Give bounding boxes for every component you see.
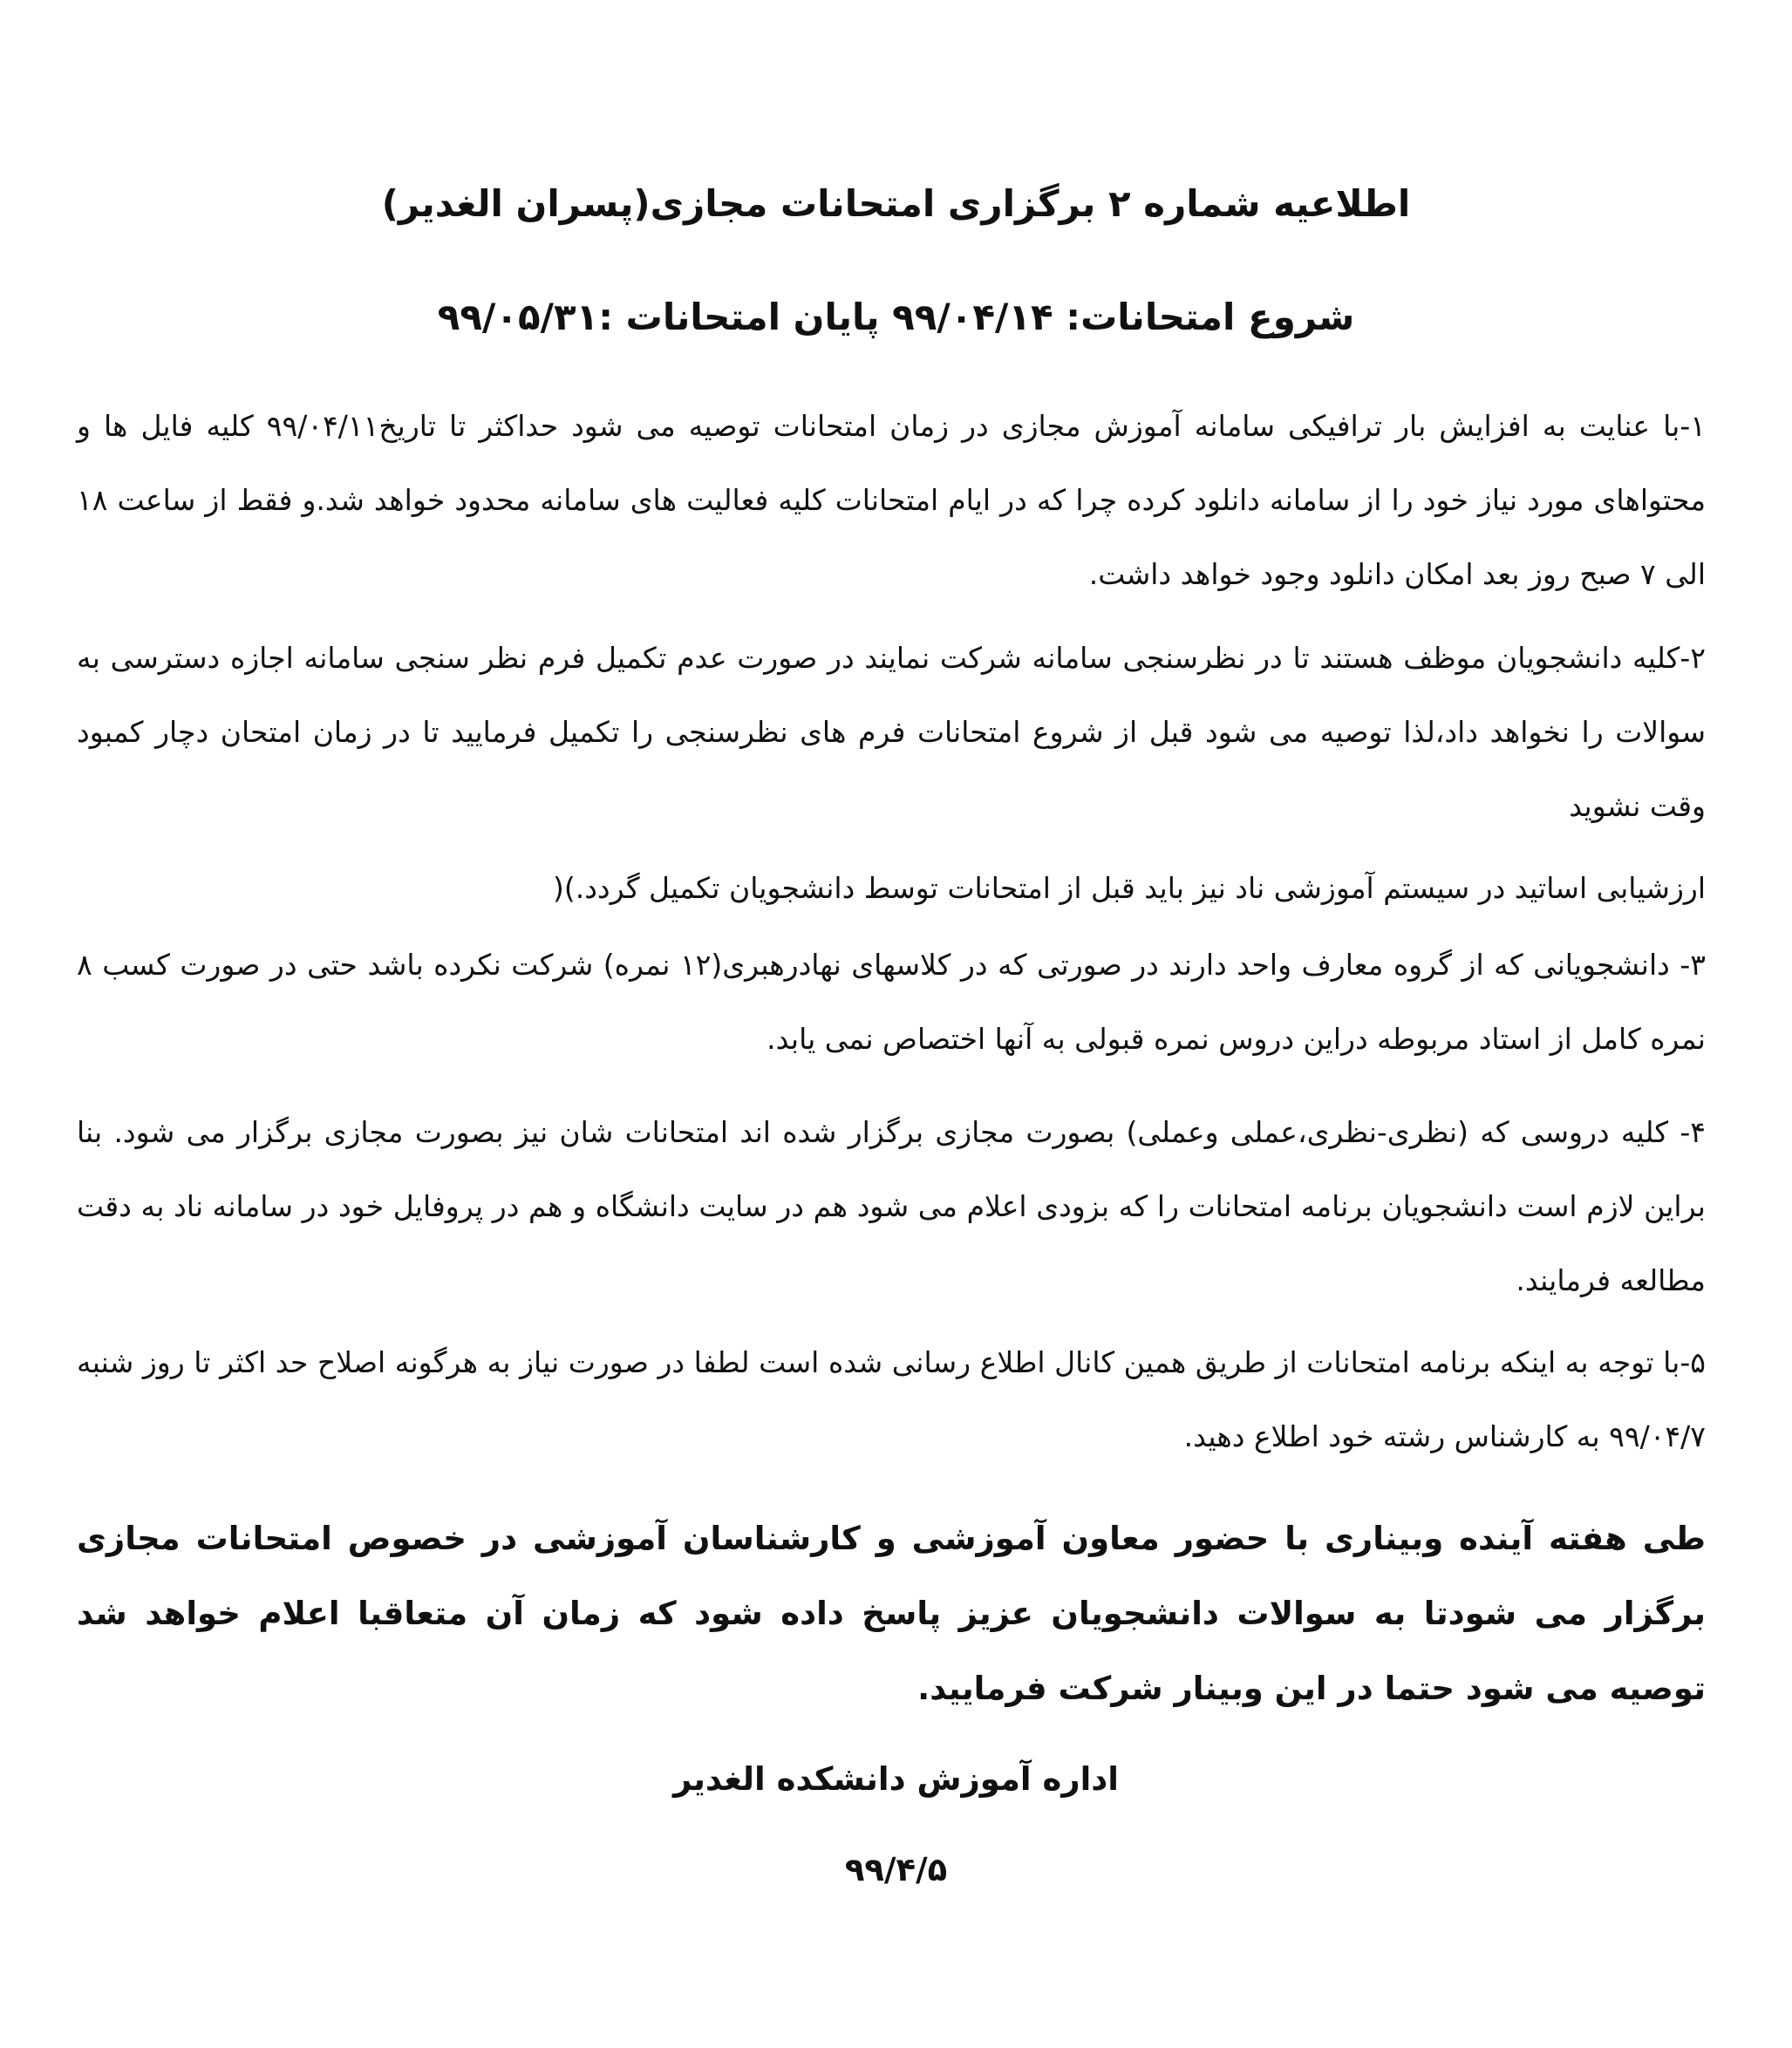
notice-item-5: ۵-با توجه به اینکه برنامه امتحانات از طریق همین کانال اطلاع رسانی شده است لطفا در صورت نیاز به هرگونه اصلاح حد اکثر تا روز شنبه ۹۹/۰۴/۷ به کارشناس رشته خود اطلاع دهید. (77, 1345, 1706, 1453)
issue-date: ۹۹/۴/۵ (844, 1851, 948, 1888)
notice-item-4: ۴- کلیه دروسی که (نظری-نظری،عملی وعملی) بصورت مجازی برگزار شده اند امتحانات شان نیز بصورت مجازی برگزار می شود. بنا براین لازم است دانشجویان برنامه امتحانات را که بزودی اعلام می شود هم در سایت دانشگاه و هم در پروفایل خود در سامانه ناد به دقت مطالعه فرمایند. (77, 1115, 1706, 1297)
issuer-signature: اداره آموزش دانشکده الغدیر (673, 1760, 1119, 1798)
announcement-title: اطلاعیه شماره ۲ برگزاری امتحانات مجازی(پسران الغدیر) (381, 182, 1411, 225)
notice-item-2-note: ارزشیابی اساتید در سیستم آموزشی ناد نیز باید قبل از امتحانات توسط دانشجویان تکمیل گردد.)( (553, 871, 1706, 905)
webinar-notice: طی هفته آینده وبیناری با حضور معاون آموزشی و کارشناسان آموزشی در خصوص امتحانات مجازی برگزار می شودتا به سوالات دانشجویان عزیز پاسخ داده شود که زمان آن متعاقبا اعلام خواهد شد توصیه می شود حتما در این وبینار شرکت فرمایید. (77, 1520, 1706, 1707)
notice-item-2: ۲-کلیه دانشجویان موظف هستند تا در نظرسنجی سامانه شرکت نمایند در صورت عدم تکمیل فرم نظر سنجی سامانه اجازه دسترسی به سوالات را نخواهد داد،لذا توصیه می شود قبل از شروع امتحانات فرم های نظرسنجی را تکمیل فرمایید تا در زمان امتحان دچار کمبود وقت نشوید (77, 641, 1706, 823)
exam-dates: شروع امتحانات: ۹۹/۰۴/۱۴ پایان امتحانات :۹۹/۰۵/۳۱ (437, 296, 1355, 338)
notice-item-3: ۳- دانشجویانی که از گروه معارف واحد دارند در صورتی که در کلاسهای نهادرهبری(۱۲ نمره) شرکت نکرده باشد حتی در صورت کسب ۸ نمره کامل از استاد مربوطه دراین دروس نمره قبولی به آنها اختصاص نمی یابد. (77, 948, 1706, 1056)
notice-item-1: ۱-با عنایت به افزایش بار ترافیکی سامانه آموزش مجازی در زمان امتحانات توصیه می شود حداکثر تا تاریخ۹۹/۰۴/۱۱ کلیه فایل ها و محتواهای مورد نیاز خود را از سامانه دانلود کرده چرا که در ایام امتحانات کلیه فعالیت های سامانه محدود خواهد شد.و فقط از ساعت ۱۸ الی ۷ صبح روز بعد امکان دانلود وجود خواهد داشت. (77, 409, 1706, 591)
